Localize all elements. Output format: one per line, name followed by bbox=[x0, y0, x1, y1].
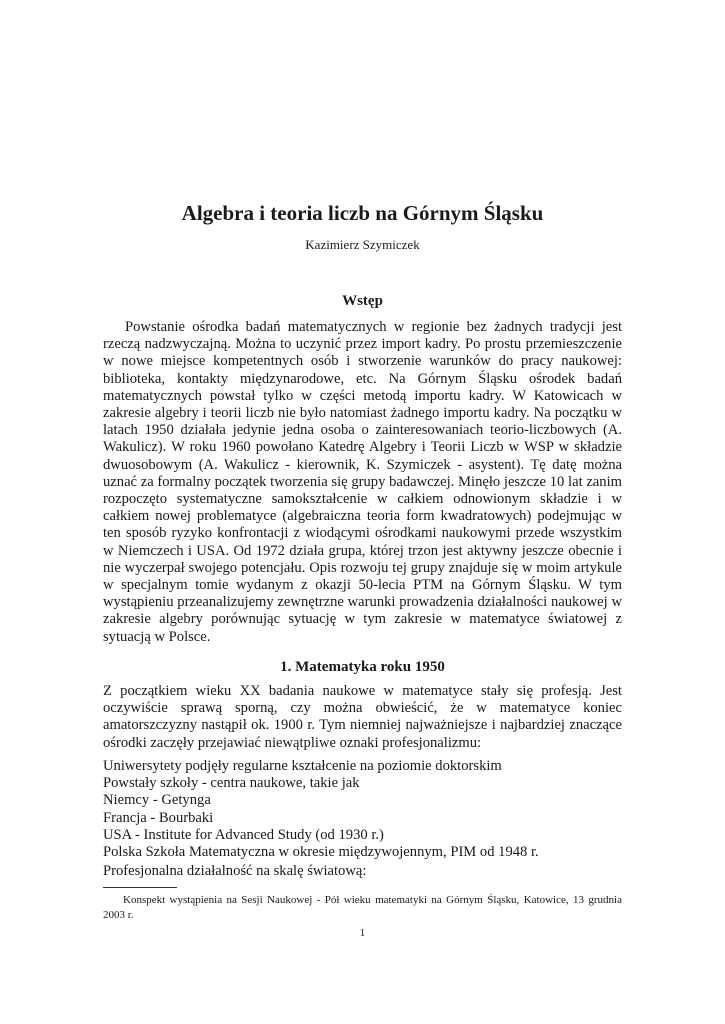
institutions-list bbox=[103, 758, 622, 861]
intro-paragraph: Powstanie ośrodka badań matematycznych w regionie bez żadnych tradycji jest rzeczą nadzwyczajną. Można to uczynić przez import kadry. Po prostu przemieszczenie w nowe miejsce kompetentnych osób i stworzenie warunków do pracy naukowej: biblioteka, kontakty międzynarodowe, etc. Na Górnym Śląsku ośrodek badań matematycznych powstał tylko w części metodą importu kadry. W Katowicach w zakresie algebry i teorii liczb nie było natomiast żadnego importu kadry. Na początku w latach 1950 działała jedynie jedna osoba o zainteresowaniach teorio-liczbowych (A. Wakulicz). W roku 1960 powołano Katedrę Algebry i Teorii Liczb w WSP w składzie dwuosobowym (A. Wakulicz - kierownik, K. Szymiczek - asystent). Tę datę można uznać za formalny początek tworzenia się grupy badawczej. Minęło jeszcze 10 lat zanim rozpoczęto systematyczne samokształcenie w całkiem odnowionym składzie i w całkiem nowej problematyce (algebraiczna teoria form kwadratowych) podejmując w ten sposób ryzyko konfrontacji z wiodącymi ośrodkami naukowymi przede wszystkim w Niemczech i USA. Od 1972 działa grupa, której trzon jest aktywny jeszcze obecnie i nie wyczerpał swojego potencjału. Opis rozwoju tej grupy znajduje się w moim artykule w specjalnym tomie wydanym z okazji 50-lecia PTM na Górnym Śląsku. W tym wystąpieniu przeanalizujemy zewnętrzne warunki prowadzenia działalności naukowej w zakresie algebry porównując sytuację w tym zakresie w matematyce światowej z sytuacją w Polsce. bbox=[103, 319, 622, 645]
list-item: Francja - Bourbaki bbox=[103, 809, 214, 826]
list-item: Uniwersytety podjęły regularne kształcenie na poziomie doktorskim bbox=[103, 758, 502, 774]
footnote: Konspekt wystąpienia na Sesji Naukowej - Pół wieku matematyki na Górnym Śląsku, Katowice, 13 grudnia 2003 r. bbox=[103, 894, 622, 921]
list-item: USA - Institute for Advanced Study (od 1930 r.) bbox=[103, 826, 384, 843]
list-item: Powstały szkoły - centra naukowe, takie jak bbox=[103, 775, 360, 792]
section1-heading: 1. Matematyka roku 1950 bbox=[280, 659, 445, 675]
page-title: Algebra i teoria liczb na Górnym Śląsku bbox=[181, 201, 544, 225]
list-item: Niemcy - Getynga bbox=[103, 792, 211, 809]
author-name: Kazimierz Szymiczek bbox=[305, 237, 420, 252]
intro-heading: Wstęp bbox=[342, 293, 383, 309]
section1-paragraph: Z początkiem wieku XX badania naukowe w matematyce stały się profesją. Jest oczywiście sprawą sporną, czy można obwieścić, że w matematyce koniec amatorszczyzny nastąpił ok. 1900 r. Tym niemniej najważniejsze i najbardziej znaczące ośrodki zaczęły przejawiać niewątpliwe oznaki profesjonalizmu: bbox=[103, 683, 622, 751]
list-item: Polska Szkoła Matematyczna w okresie międzywojennym, PIM od 1948 r. bbox=[103, 844, 539, 861]
footnote-divider bbox=[103, 887, 177, 888]
professional-line: Profesjonalna działalność na skalę światową: bbox=[103, 863, 367, 879]
page-number: 1 bbox=[359, 927, 366, 939]
